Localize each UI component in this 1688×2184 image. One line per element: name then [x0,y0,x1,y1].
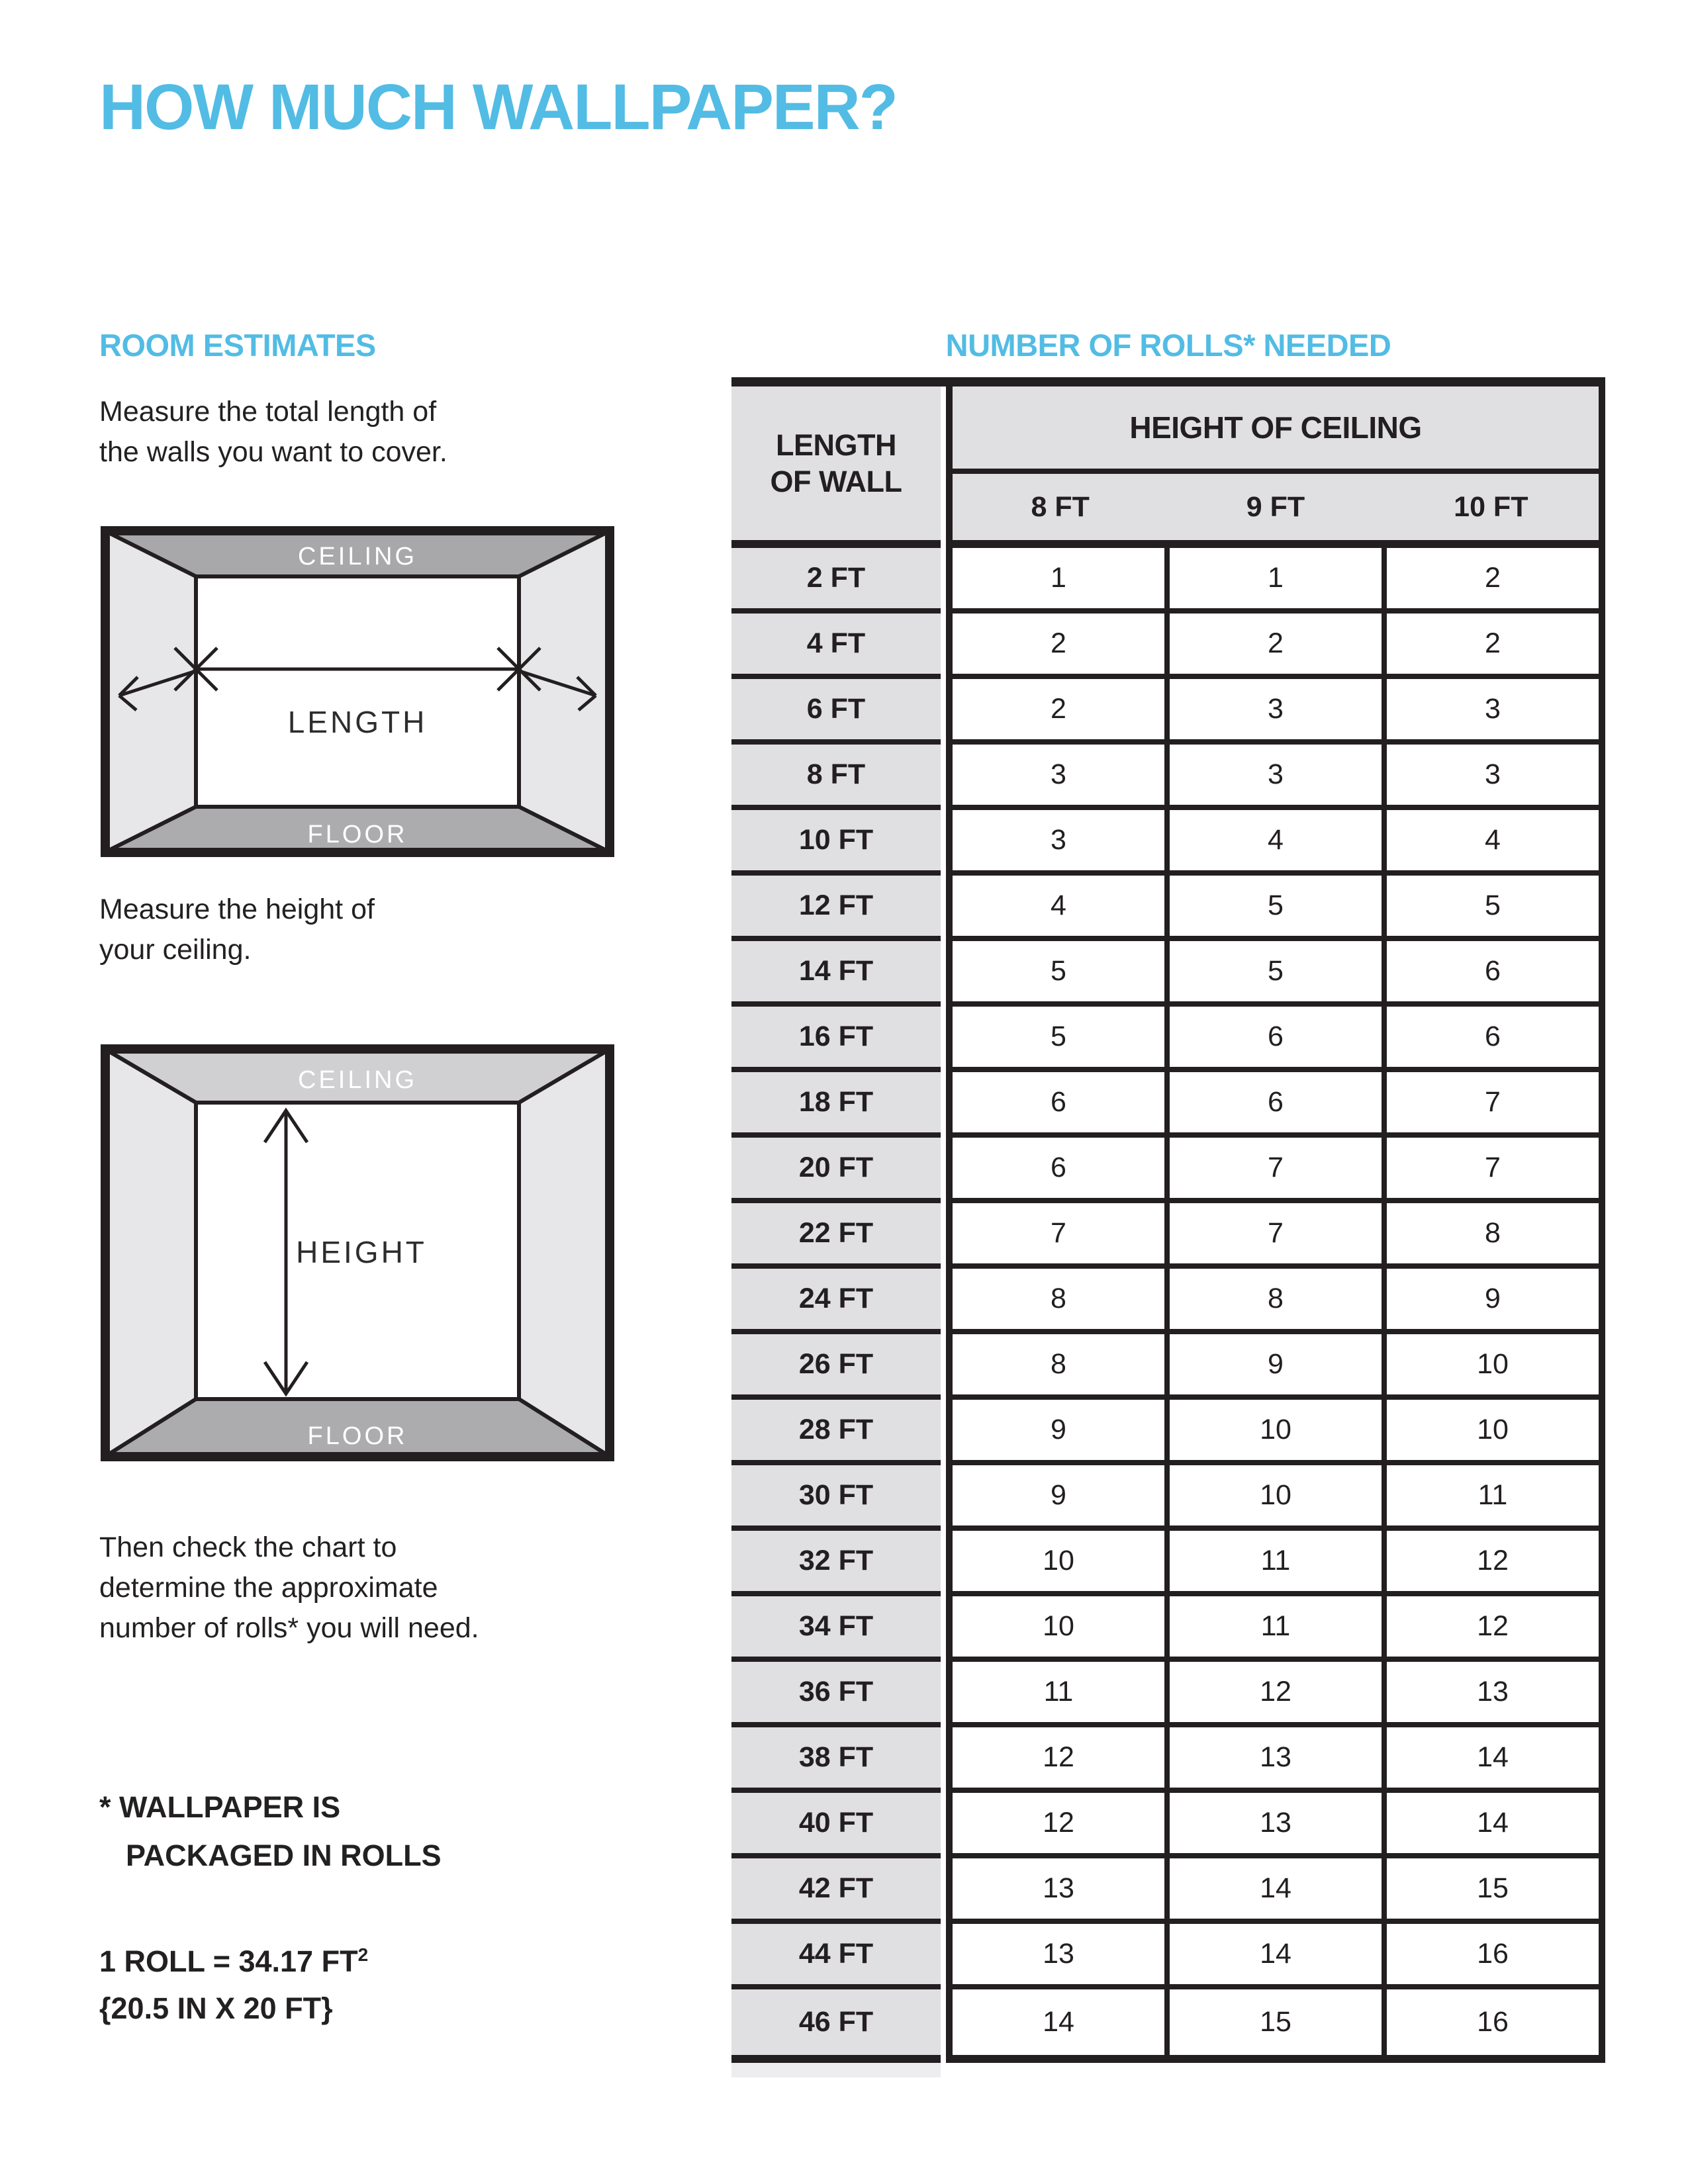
cell-divider [1382,1138,1387,1203]
ceiling-label: CEILING [297,1066,418,1094]
row-label-cell: 46 FT [731,1989,941,2055]
row-label-cell: 16 FT [731,1007,941,1072]
text-line: Then check the chart to [99,1531,397,1563]
cell-divider [1164,1269,1170,1334]
table-row [731,1334,1605,1400]
header-gap [941,387,946,540]
table-right-border [1599,1531,1605,1596]
value-cell-8ft: 5 [953,941,1164,1007]
table-right-border [1599,1007,1605,1072]
row-label-cell: 36 FT [731,1662,941,1727]
cell-divider [1382,1072,1387,1138]
column-divider [946,1989,953,2055]
value-cell-10ft: 15 [1387,1858,1599,1924]
table-row [731,1727,1605,1793]
column-divider [946,548,953,614]
row-gap [941,1793,946,1858]
column-divider [946,1072,953,1138]
table-row [731,810,1605,876]
value-cell-8ft: 5 [953,1007,1164,1072]
row-label-cell: 38 FT [731,1727,941,1793]
value-cell-9ft: 9 [1170,1334,1382,1400]
table-right-border [1599,941,1605,1007]
ceiling-header-group [953,387,1599,540]
table-row [731,1596,1605,1662]
row-label-cell: 42 FT [731,1858,941,1924]
room-length-diagram [101,526,614,857]
value-cell-8ft: 10 [953,1596,1164,1662]
table-row [731,1400,1605,1465]
cell-divider [1164,876,1170,941]
column-divider [946,1531,953,1596]
value-cell-9ft: 14 [1170,1924,1382,1989]
floor-label: FLOOR [307,821,408,848]
cell-divider [1164,1007,1170,1072]
cell-divider [1382,548,1387,614]
row-gap [941,679,946,745]
text-line: {20.5 IN X 20 FT} [99,1991,333,2025]
table-row [731,1203,1605,1269]
cell-divider [1382,1400,1387,1465]
table-right-border [1599,548,1605,614]
value-cell-10ft: 8 [1387,1203,1599,1269]
value-cell-9ft: 13 [1170,1793,1382,1858]
cell-divider [1164,1072,1170,1138]
cell-divider [1382,745,1387,810]
right-wall-panel [519,531,609,852]
value-cell-8ft: 1 [953,548,1164,614]
value-cell-9ft: 15 [1260,2006,1291,2038]
row-gap [941,1858,946,1924]
wallpaper-rolls-footnote [99,1783,442,1880]
column-divider [946,1793,953,1858]
table-row [731,679,1605,745]
value-cell-9ft: 11 [1170,1531,1382,1596]
row-label-cell: 14 FT [731,941,941,1007]
row-gap [941,1465,946,1531]
table-right-border [1599,1334,1605,1400]
row-header-cell: LENGTH OF WALL [731,387,941,540]
table-right-border [1599,1269,1605,1334]
cell-divider [1382,1989,1387,2055]
column-header-8ft: 8 FT [1031,490,1090,523]
table-row [731,548,1605,614]
table-row [731,745,1605,810]
value-cell-10ft: 6 [1387,941,1599,1007]
back-wall-panel [196,576,519,807]
row-gap [941,1334,946,1400]
value-cell-10ft: 6 [1387,1007,1599,1072]
row-label-cell: 8 FT [731,745,941,810]
column-divider [946,1334,953,1400]
table-right-border [1599,1400,1605,1465]
row-label-cell: 18 FT [731,1072,941,1138]
column-header-9ft: 9 FT [1246,490,1305,523]
cell-divider [1382,1007,1387,1072]
column-divider [946,387,953,540]
value-cell-10ft: 3 [1387,745,1599,810]
value-cell-9ft: 13 [1170,1727,1382,1793]
row-gap [941,810,946,876]
value-cell-10ft: 14 [1387,1727,1599,1793]
table-right-border [1599,1465,1605,1531]
room-height-diagram [101,1044,614,1461]
table-right-border [1599,1924,1605,1989]
cell-divider [1382,1924,1387,1989]
value-cell-9ft: 7 [1170,1138,1382,1203]
row-gap [941,1727,946,1793]
cell-divider [1382,876,1387,941]
cell-divider [1382,810,1387,876]
text-line: the walls you want to cover. [99,436,447,468]
row-label-cell: 28 FT [731,1400,941,1465]
value-cell-8ft: 8 [953,1269,1164,1334]
table-row [731,1924,1605,1989]
value-cell-8ft: 9 [953,1465,1164,1531]
value-cell-8ft: 9 [953,1400,1164,1465]
row-gap [941,614,946,679]
value-cell-9ft: 3 [1170,679,1382,745]
cell-divider [1382,1596,1387,1662]
ceiling-label: CEILING [297,543,418,570]
column-divider [946,1727,953,1793]
column-divider [946,1924,953,1989]
table-row [731,1465,1605,1531]
value-cell-9ft: 5 [1170,876,1382,941]
value-cell-9ft: 11 [1170,1596,1382,1662]
column-divider [946,1138,953,1203]
row-label-cell: 10 FT [731,810,941,876]
cell-divider [1164,1203,1170,1269]
value-cell-8ft: 6 [953,1072,1164,1138]
table-right-border [1599,1727,1605,1793]
row-gap [941,1531,946,1596]
floor-label: FLOOR [307,1422,408,1450]
value-cell-8ft: 2 [953,679,1164,745]
table-right-border [1599,1072,1605,1138]
table-row [731,876,1605,941]
value-cell-9ft: 5 [1170,941,1382,1007]
cell-divider [1164,1793,1170,1858]
value-cell-10ft: 2 [1387,614,1599,679]
column-header-10ft: 10 FT [1454,490,1528,523]
cell-divider [1382,1793,1387,1858]
row-label-cell: 40 FT [731,1793,941,1858]
value-cell-8ft: 2 [953,614,1164,679]
text-line: PACKAGED IN ROLLS [126,1839,442,1872]
table-footer-stub [731,2063,1605,2077]
row-gap [941,876,946,941]
cell-divider [1382,679,1387,745]
value-cell-10ft: 4 [1387,810,1599,876]
value-cell-9ft: 10 [1170,1400,1382,1465]
cell-divider [1164,1531,1170,1596]
check-chart-text [99,1527,479,1649]
table-row [731,1989,1605,2055]
row-gap [941,548,946,614]
cell-divider [1164,941,1170,1007]
cell-divider [1382,1465,1387,1531]
table-right-border [1599,614,1605,679]
value-cell-10ft: 7 [1387,1072,1599,1138]
column-divider [946,745,953,810]
right-wall-panel [519,1050,609,1456]
value-cell-10ft: 5 [1387,876,1599,941]
value-cell-8ft: 7 [953,1203,1164,1269]
left-wall-panel [106,531,196,852]
column-divider [946,679,953,745]
table-body [731,548,1605,2055]
value-cell-9ft: 4 [1170,810,1382,876]
column-divider [946,876,953,941]
row-label-cell: 30 FT [731,1465,941,1531]
row-label-cell: 6 FT [731,679,941,745]
value-cell-8ft: 8 [953,1334,1164,1400]
row-label-cell: 4 FT [731,614,941,679]
table-right-border [1599,1793,1605,1858]
table-right-border [1599,679,1605,745]
cell-divider [1164,1924,1170,1989]
header-bottom-border [731,540,1605,548]
row-gap [941,1400,946,1465]
value-cell-9ft: 6 [1170,1007,1382,1072]
value-cell-8ft: 10 [953,1531,1164,1596]
row-gap [941,941,946,1007]
row-gap [941,1138,946,1203]
row-label-cell: 12 FT [731,876,941,941]
column-divider [946,1596,953,1662]
cell-divider [1382,1858,1387,1924]
row-label-cell: 34 FT [731,1596,941,1662]
value-cell-10ft: 9 [1387,1269,1599,1334]
column-divider [946,1662,953,1727]
table-row [731,1007,1605,1072]
column-divider [946,941,953,1007]
text-line: your ceiling. [99,934,252,966]
value-cell-9ft: 2 [1170,614,1382,679]
text-line: determine the approximate [99,1572,438,1604]
row-gap [941,1269,946,1334]
table-right-border [1599,387,1605,540]
value-cell-10ft: 12 [1387,1596,1599,1662]
value-cell-8ft: 3 [953,810,1164,876]
column-divider [946,1269,953,1334]
value-cell-8ft: 3 [953,745,1164,810]
column-divider [946,1400,953,1465]
left-wall-panel [106,1050,196,1456]
value-cell-10ft: 16 [1477,2006,1509,2038]
row-gap [941,1203,946,1269]
cell-divider [1382,1727,1387,1793]
column-divider [946,1465,953,1531]
table-right-border [1599,1662,1605,1727]
column-divider [946,1007,953,1072]
column-divider [946,614,953,679]
rolls-needed-heading: NUMBER OF ROLLS* NEEDED [945,328,1391,363]
cell-divider [1164,614,1170,679]
value-cell-8ft: 12 [953,1793,1164,1858]
rolls-table [731,377,1605,2077]
table-right-border [1599,1138,1605,1203]
value-cell-9ft: 1 [1170,548,1382,614]
value-cell-9ft: 6 [1170,1072,1382,1138]
text-line: Measure the height of [99,893,375,925]
column-headers-row [953,474,1599,540]
table-row [731,1072,1605,1138]
value-cell-8ft: 14 [1043,2006,1074,2038]
table-row [731,1858,1605,1924]
cell-divider [1164,810,1170,876]
value-cell-9ft: 3 [1170,745,1382,810]
cell-divider [1382,1334,1387,1400]
cell-divider [1382,614,1387,679]
table-row [731,1138,1605,1203]
value-cell-10ft: 12 [1387,1531,1599,1596]
row-label-cell: 32 FT [731,1531,941,1596]
cell-divider [1164,679,1170,745]
value-cell-9ft: 10 [1170,1465,1382,1531]
value-cell-10ft: 2 [1387,548,1599,614]
column-divider [946,810,953,876]
cell-divider [1164,1662,1170,1727]
value-cell-10ft: 10 [1387,1400,1599,1465]
table-header [731,387,1605,540]
value-cell-10ft: 13 [1387,1662,1599,1727]
table-row [731,941,1605,1007]
cell-divider [1164,1465,1170,1531]
table-row [731,614,1605,679]
table-top-border [731,377,1605,387]
row-label-cell: 26 FT [731,1334,941,1400]
table-right-border [1599,1596,1605,1662]
column-divider [946,1858,953,1924]
roll-size-info [99,1938,368,2032]
value-cell-10ft: 14 [1387,1793,1599,1858]
value-cell-8ft: 12 [953,1727,1164,1793]
row-gap [941,1596,946,1662]
value-cell-8ft: 4 [953,876,1164,941]
row-label-cell: 20 FT [731,1138,941,1203]
cell-divider [1382,1203,1387,1269]
cell-divider [1164,1334,1170,1400]
table-right-border [1599,810,1605,876]
row-gap [941,1662,946,1727]
table-bottom-border [731,2055,1605,2063]
row-gap [941,1007,946,1072]
table-right-border [1599,745,1605,810]
value-cell-10ft: 16 [1387,1924,1599,1989]
row-label-cell: 22 FT [731,1203,941,1269]
value-cell-8ft: 11 [953,1662,1164,1727]
row-label-cell: 44 FT [731,1924,941,1989]
table-row [731,1531,1605,1596]
value-cell-10ft: 3 [1387,679,1599,745]
header-divider-line [953,469,1599,474]
value-cell-9ft: 8 [1170,1269,1382,1334]
height-label: HEIGHT [296,1235,427,1269]
height-of-ceiling-header: HEIGHT OF CEILING [953,387,1599,469]
value-cell-8ft: 13 [953,1924,1164,1989]
value-cell-9ft: 14 [1170,1858,1382,1924]
column-divider [946,1203,953,1269]
measure-length-text [99,392,447,473]
row-gap [941,1924,946,1989]
table-right-border [1599,1203,1605,1269]
text-line: Measure the total length of [99,396,437,428]
value-cell-10ft: 10 [1387,1334,1599,1400]
cell-divider [1382,1531,1387,1596]
row-gap [941,1072,946,1138]
table-row [731,1269,1605,1334]
value-cell-8ft: 13 [953,1858,1164,1924]
cell-divider [1164,1858,1170,1924]
cell-divider [1382,941,1387,1007]
room-estimates-heading: ROOM ESTIMATES [99,328,376,363]
row-gap [941,1989,946,2055]
text-line: 1 ROLL = 34.17 $FT^2$ [99,1944,369,1978]
page-title: HOW MUCH WALLPAPER? [99,71,897,143]
table-row [731,1662,1605,1727]
text-line: number of rolls* you will need. [99,1612,479,1644]
table-right-border [1599,1989,1605,2055]
cell-divider [1382,1269,1387,1334]
cell-divider [1164,1727,1170,1793]
value-cell-9ft: 12 [1170,1662,1382,1727]
row-label-cell: 24 FT [731,1269,941,1334]
measure-height-text [99,889,375,970]
row-label-cell: 2 FT [731,548,941,614]
table-right-border [1599,1858,1605,1924]
value-cell-8ft: 6 [953,1138,1164,1203]
table-right-border [1599,876,1605,941]
value-cell-10ft: 7 [1387,1138,1599,1203]
cell-divider [1382,1662,1387,1727]
superscript-2: 2 [357,1944,369,1965]
value-cell-10ft: 11 [1387,1465,1599,1531]
cell-divider [1164,745,1170,810]
cell-divider [1164,1138,1170,1203]
cell-divider [1164,548,1170,614]
cell-divider [1164,1989,1170,2055]
length-label: LENGTH [287,705,428,739]
value-cell-9ft: 7 [1170,1203,1382,1269]
cell-divider [1164,1400,1170,1465]
row-gap [941,745,946,810]
table-row [731,1793,1605,1858]
cell-divider [1164,1596,1170,1662]
text-line: * WALLPAPER IS [99,1790,341,1824]
